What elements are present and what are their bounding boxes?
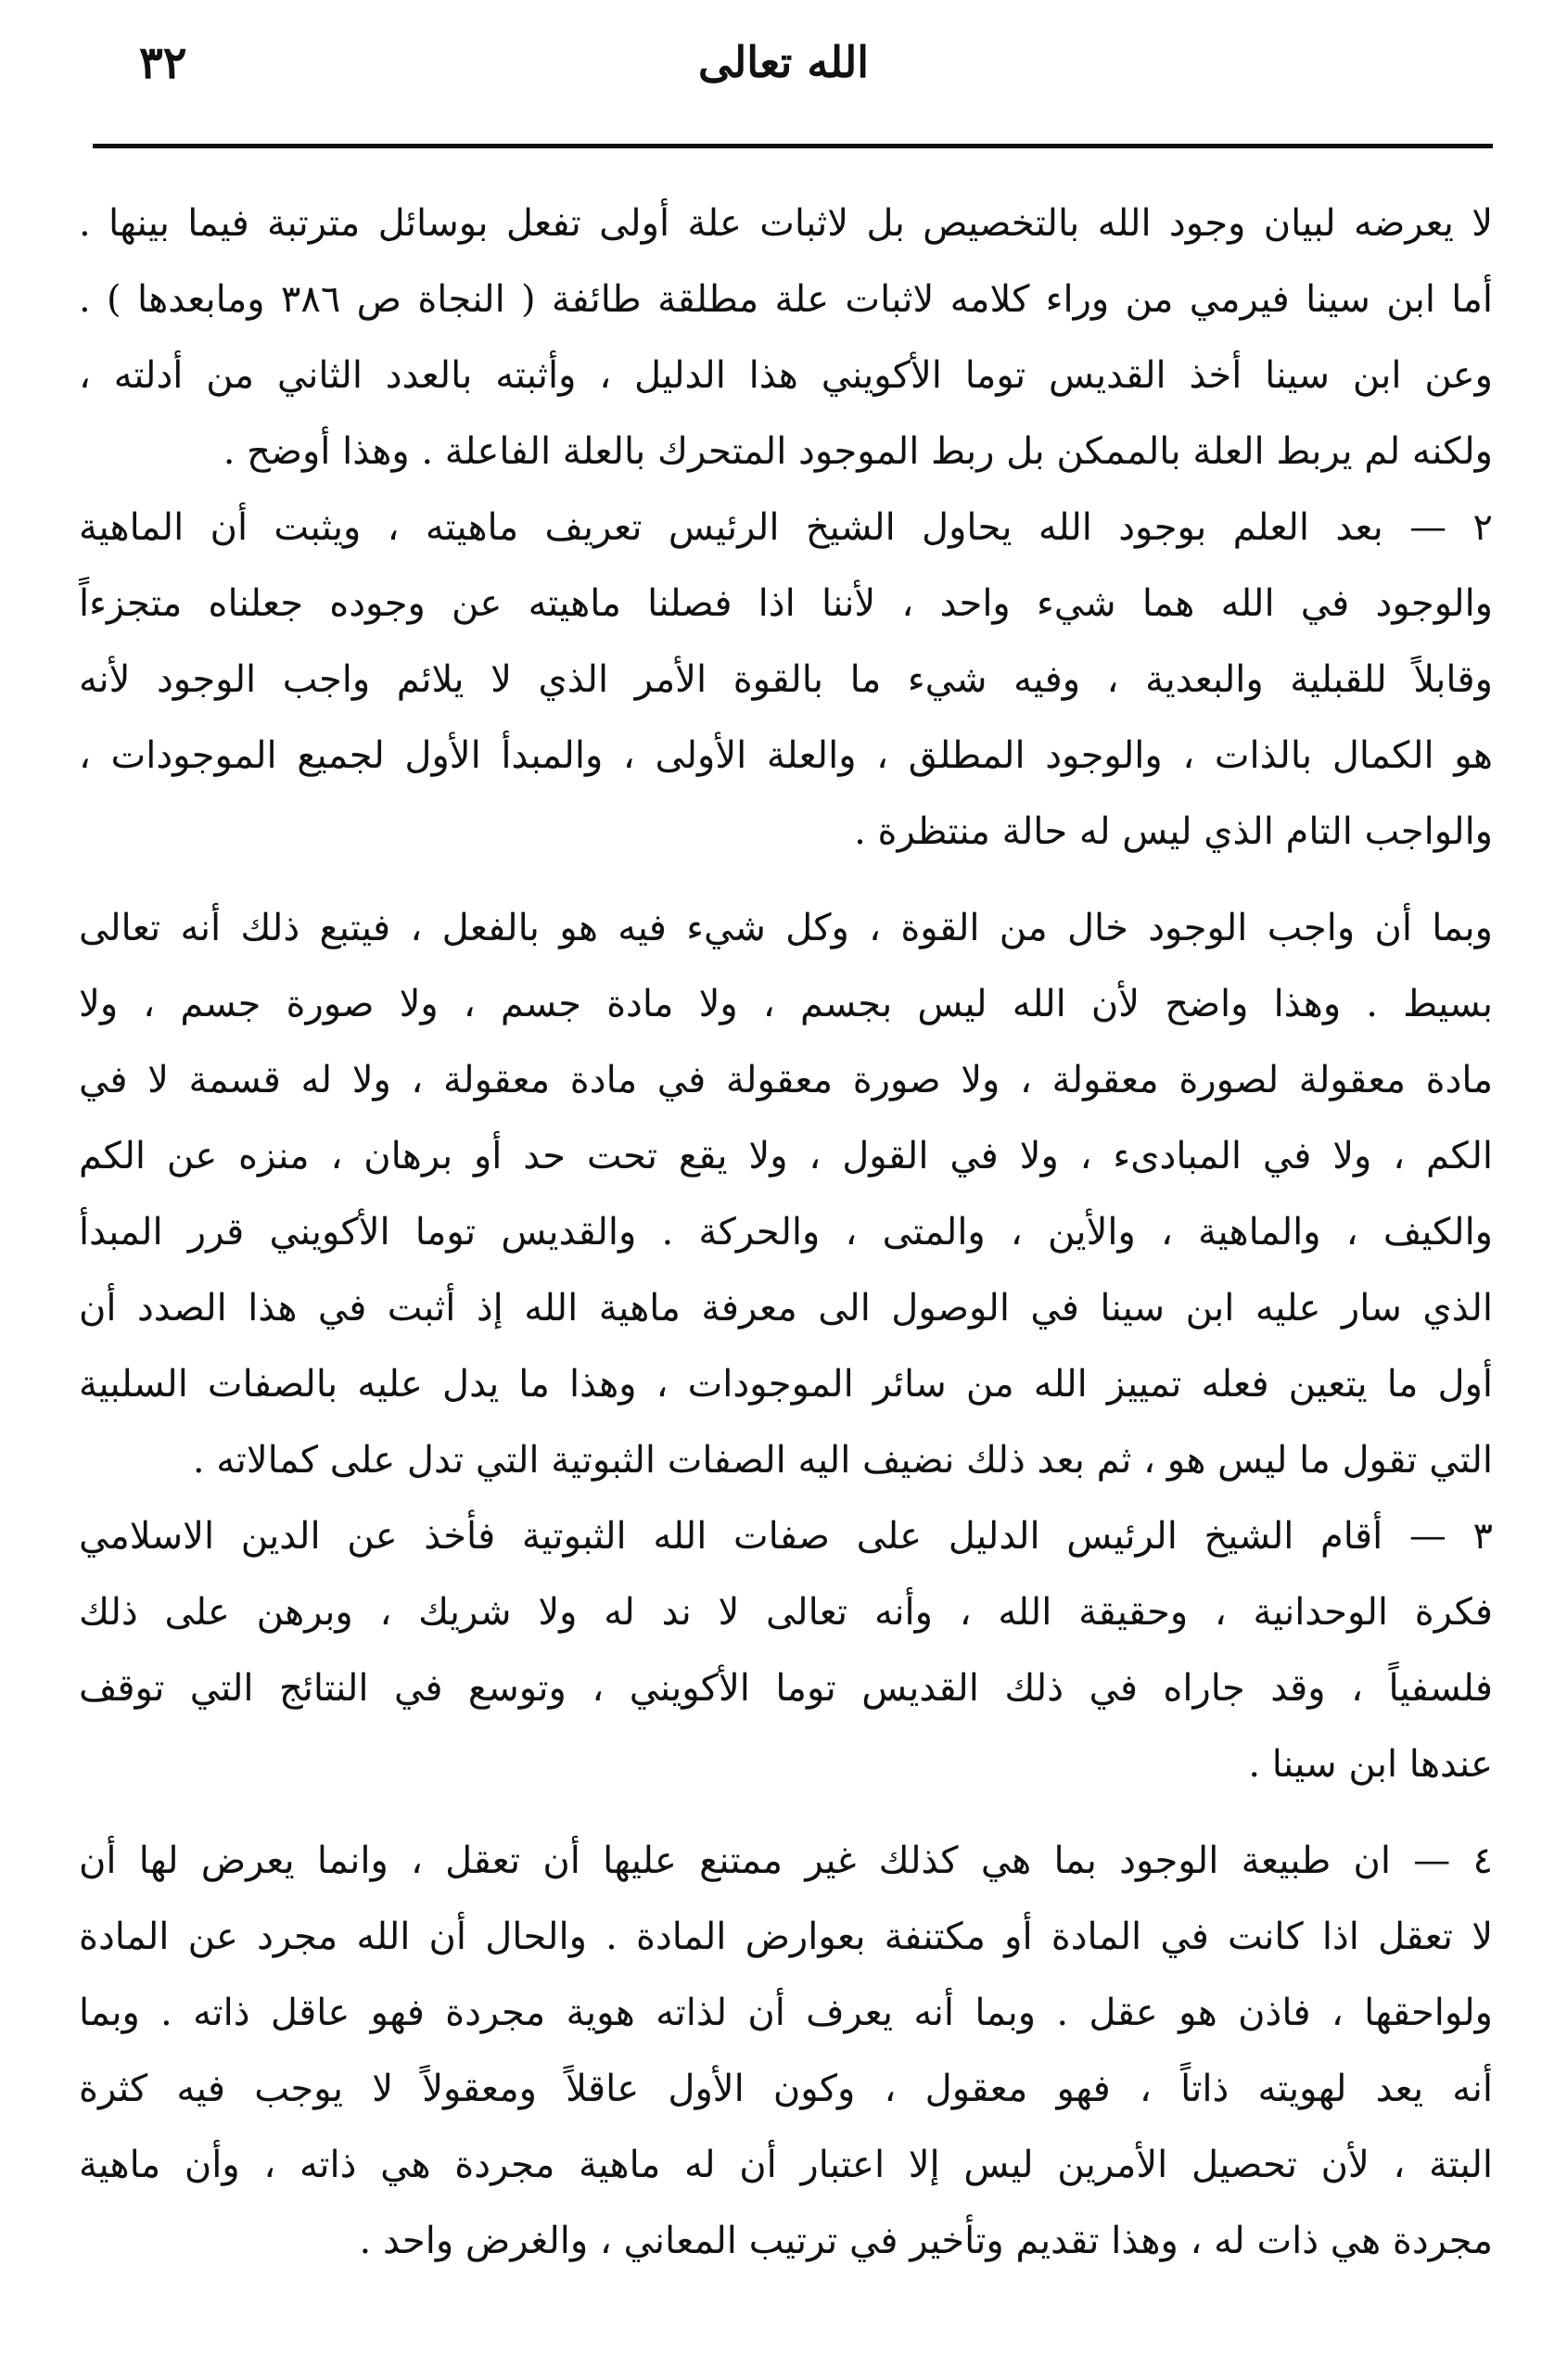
- text-line: والكيف ، والماهية ، والأين ، والمتى ، والحركة . والقديس توما الأكويني قرر المبدأ: [79, 1211, 1493, 1254]
- text-line: والواجب التام الذي ليس له حالة منتظرة .: [854, 810, 1493, 853]
- text-line: وبما أن واجب الوجود خال من القوة ، وكل شيء فيه هو بالفعل ، فيتبع ذلك أنه تعالى: [79, 907, 1493, 949]
- text-line: مادة معقولة لصورة معقولة ، ولا صورة معقولة في مادة معقولة ، ولا له قسمة لا في: [79, 1059, 1493, 1101]
- text-line: أما ابن سينا فيرمي من وراء كلامه لاثبات علة مطلقة طائفة ( النجاة ص ٣٨٦ ومابعدها ) .: [79, 278, 1493, 321]
- text-line: الذي سار عليه ابن سينا في الوصول الى معرفة ماهية الله إذ أثبت في هذا الصدد أن: [79, 1287, 1493, 1330]
- text-line: ولكنه لم يربط العلة بالممكن بل ربط الموجود المتحرك بالعلة الفاعلة . وهذا أوضح .: [223, 430, 1493, 473]
- paragraph-2: [79, 490, 1493, 870]
- text-line: عندها ابن سينا .: [1248, 1743, 1493, 1786]
- text-line: وقابلاً للقبلية والبعدية ، وفيه شيء ما بالقوة الأمر الذي لا يلائم واجب الوجود لأنه: [79, 658, 1493, 701]
- text-line: لا تعقل اذا كانت في المادة أو مكتنفة بعوارض المادة . والحال أن الله مجرد عن المادة: [79, 1915, 1493, 1958]
- text-line: ٢ — بعد العلم بوجود الله يحاول الشيخ الرئيس تعريف ماهيته ، ويثبت أن الماهية: [79, 506, 1493, 549]
- text-line: أول ما يتعين فعله تمييز الله من سائر الموجودات ، وهذا ما يدل عليه بالصفات السلبية: [79, 1363, 1493, 1406]
- paragraph-1: [79, 185, 1493, 490]
- text-line: فكرة الوحدانية ، وحقيقة الله ، وأنه تعالى لا ند له ولا شريك ، وبرهن على ذلك: [79, 1591, 1493, 1634]
- text-line: ٤ — ان طبيعة الوجود بما هي كذلك غير ممتنع عليها أن تعقل ، وانما يعرض لها أن: [79, 1839, 1494, 1882]
- page-header: [93, 37, 1474, 102]
- body-text: [79, 185, 1493, 2279]
- header-rule: [93, 144, 1493, 148]
- text-line: وعن ابن سينا أخذ القديس توما الأكويني هذا الدليل ، وأثبته بالعدد الثاني من أدلته ،: [79, 354, 1493, 397]
- paragraph-4: [79, 1498, 1493, 1802]
- text-line: هو الكمال بالذات ، والوجود المطلق ، والعلة الأولى ، والمبدأ الأول لجميع الموجودات ،: [79, 734, 1493, 777]
- paragraph-5: [79, 1823, 1493, 2279]
- text-line: مجردة هي ذات له ، وهذا تقديم وتأخير في ترتيب المعاني ، والغرض واحد .: [359, 2220, 1493, 2262]
- paragraph-3: [79, 890, 1493, 1498]
- text-line: ولواحقها ، فاذن هو عقل . وبما أنه يعرف أن لذاته هوية مجردة فهو عاقل ذاته . وبما: [79, 1992, 1493, 2034]
- text-line: ٣ — أقام الشيخ الرئيس الدليل على صفات الله الثبوتية فأخذ عن الدين الاسلامي: [79, 1515, 1493, 1558]
- text-line: أنه يعد لهويته ذاتاً ، فهو معقول ، وكون الأول عاقلاً ومعقولاً لا يوجب فيه كثرة: [79, 2068, 1493, 2110]
- text-line: والوجود في الله هما شيء واحد ، لأننا اذا فصلنا ماهيته عن وجوده جعلناه متجزءاً: [79, 582, 1493, 625]
- text-line: التي تقول ما ليس هو ، ثم بعد ذلك نضيف اليه الصفات الثبوتية التي تدل على كمالاته .: [192, 1439, 1493, 1482]
- running-title: الله تعالى: [697, 37, 870, 87]
- text-line: لا يعرضه لبيان وجود الله بالتخصيص بل لاثبات علة أولى تفعل بوسائل مترتبة فيما بينها .: [79, 202, 1494, 245]
- text-line: بسيط . وهذا واضح لأن الله ليس بجسم ، ولا مادة جسم ، ولا صورة جسم ، ولا: [79, 983, 1493, 1025]
- text-line: البتة ، لأن تحصيل الأمرين ليس إلا اعتبار أن له ماهية مجردة هي ذاته ، وأن ماهية: [79, 2144, 1493, 2186]
- text-line: فلسفياً ، وقد جاراه في ذلك القديس توما الأكويني ، وتوسع في النتائج التي توقف: [79, 1667, 1494, 1710]
- page-number: ٣٢: [139, 37, 187, 89]
- text-line: الكم ، ولا في المبادىء ، ولا في القول ، ولا يقع تحت حد أو برهان ، منزه عن الكم: [79, 1135, 1493, 1177]
